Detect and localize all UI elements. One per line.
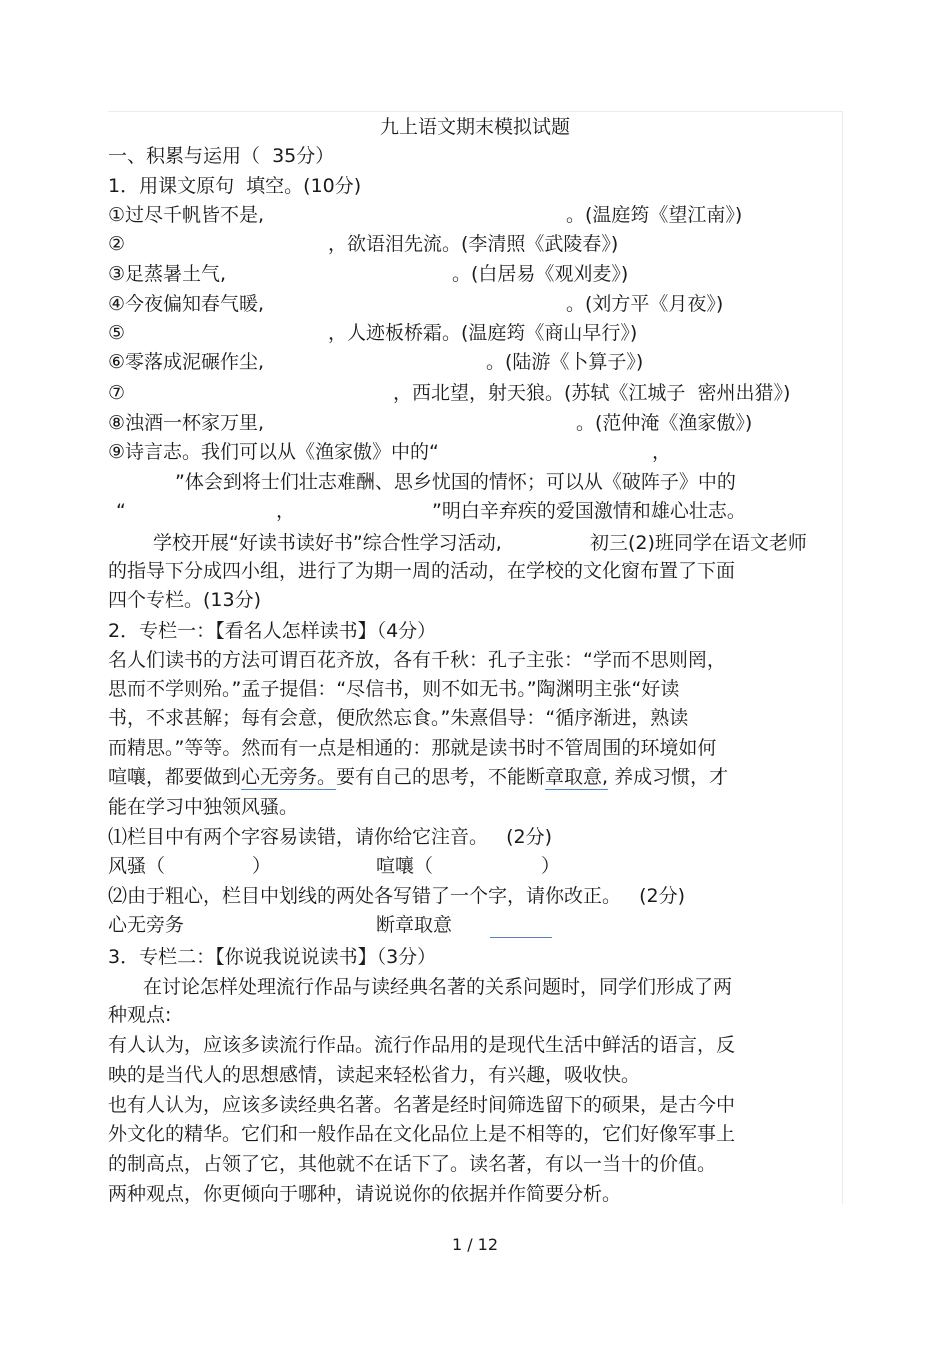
- question-3-header: 3．专栏二：【你说我说说读书】（3分）: [108, 946, 437, 968]
- q2-paragraph-line: 能在学习中独领风骚。: [108, 796, 299, 818]
- q1-item-5-prompt: ⑤: [108, 322, 126, 344]
- document-title: 九上语文期末模拟试题: [379, 116, 570, 138]
- q1-item-7-prompt: ⑦: [108, 382, 126, 404]
- q2-paragraph-line: 名人们读书的方法可谓百花齐放，各有千秋：孔子主张：“学而不思则罔，: [108, 649, 726, 671]
- q2-paragraph-line: [108, 764, 728, 790]
- q1-item-1-source: 。(温庭筠《望江南》): [566, 204, 743, 226]
- q1-item-7-source: ，西北望，射天狼。(苏轼《江城子 密州出猎》): [393, 382, 791, 404]
- q3-text-line: 映的是当代人的思想感情，读起来轻松省力，有兴趣，吸收快。: [108, 1064, 641, 1086]
- q3-text-line: 也有人认为，应该多读经典名著。名著是经时间筛选留下的硕果，是古今中: [108, 1094, 736, 1116]
- intro-line-2: 的指导下分成四小组，进行了为期一周的活动，在学校的文化窗布置了下面: [108, 560, 736, 582]
- q1-item-4-source: 。(刘方平《月夜》): [566, 293, 724, 315]
- q3-text-line: 种观点:: [108, 1004, 172, 1026]
- q1-item-9-line3-open: “: [116, 500, 126, 522]
- q1-item-3-prompt: ③足蒸暑土气,: [108, 263, 227, 285]
- q2-sub-question-1: ⑴栏目中有两个字容易读错，请你给它注音。 (2分): [108, 826, 553, 848]
- q1-item-4-prompt: ④今夜偏知春气暖,: [108, 293, 265, 315]
- q2-sub2-phrase-2: 断章取意: [376, 914, 453, 936]
- q1-item-5-source: ，人迹板桥霜。(温庭筠《商山早行》): [328, 322, 638, 344]
- intro-line-1: 学校开展“好读书读好书”综合性学习活动,: [153, 532, 502, 554]
- q1-item-9-line1-comma: ，: [652, 441, 672, 463]
- text-segment: 要有自己的思考，不能断: [336, 766, 546, 788]
- underlined-phrase-1: 心无旁务。: [241, 766, 337, 788]
- q1-item-8-source: 。(范仲淹《渔家傲》): [576, 412, 753, 434]
- q1-item-9-line2: ”体会到将士们壮志难酬、思乡忧国的情怀；可以从《破阵子》中的: [175, 471, 736, 493]
- q1-item-9-line1: ⑨诗言志。我们可以从《渔家傲》中的“: [108, 441, 439, 463]
- page-number: 1 / 12: [451, 1235, 499, 1254]
- intro-line-1-end: 初三(2)班同学在语文老师: [590, 532, 807, 554]
- q3-text-line: 的制高点，占领了它，其他就不在话下了。读名著，有以一当十的价值。: [108, 1153, 717, 1175]
- q3-text-line: 外文化的精华。它们和一般作品在文化品位上是不相等的，它们好像军事上: [108, 1123, 736, 1145]
- q1-item-1-prompt: ①过尽千帆皆不是,: [108, 204, 265, 226]
- answer-blank-line: [490, 937, 552, 938]
- q3-text-line: 有人认为，应该多读流行作品。流行作品用的是现代生活中鲜活的语言，反: [108, 1034, 736, 1056]
- q1-item-3-source: 。(白居易《观刈麦》): [452, 263, 629, 285]
- question-1-header: 1．用课文原句 填空。(10分): [108, 175, 362, 197]
- q2-sub1-close-1: ）: [252, 855, 272, 877]
- q1-item-6-source: 。(陆游《卜算子》): [486, 351, 644, 373]
- underlined-phrase-2: 章取意,: [545, 766, 609, 788]
- q2-sub2-phrase-1: 心无旁务: [108, 914, 185, 936]
- q2-sub1-word-2: 喧嚷（: [376, 855, 434, 877]
- q2-sub-question-2: ⑵由于粗心，栏目中划线的两处各写错了一个字，请你改正。 (2分): [108, 885, 686, 907]
- q3-text-line: 两种观点，你更倾向于哪种，请说说你的依据并作简要分析。: [108, 1183, 622, 1205]
- q1-item-2-source: ，欲语泪先流。(李清照《武陵春》): [328, 233, 619, 255]
- q2-sub1-close-2: ）: [541, 855, 561, 877]
- q3-text-line: 在讨论怎样处理流行作品与读经典名著的关系问题时，同学们形成了两: [143, 976, 733, 998]
- intro-line-3: 四个专栏。(13分): [108, 589, 262, 611]
- q1-item-6-prompt: ⑥零落成泥碾作尘,: [108, 351, 265, 373]
- q2-paragraph-line: 而精思。”等等。然而有一点是相通的：那就是读书时不管周围的环境如何: [108, 737, 717, 759]
- q2-paragraph-line: 书，不求甚解；每有会意，便欣然忘食。”朱熹倡导：“循序渐进，熟读: [108, 707, 689, 729]
- q1-item-2-prompt: ②: [108, 233, 126, 255]
- q2-paragraph-line: 思而不学则殆。”孟子提倡：“尽信书，则不如无书。”陶渊明主张“好读: [108, 678, 680, 700]
- q2-sub1-word-1: 风骚（: [108, 855, 166, 877]
- q1-item-8-prompt: ⑧浊酒一杯家万里,: [108, 412, 265, 434]
- q1-item-9-line3-comma: ，: [276, 500, 296, 522]
- text-segment: 养成习惯，才: [608, 766, 729, 788]
- q1-item-9-line3: ”明白辛弃疾的爱国激情和雄心壮志。: [432, 500, 746, 522]
- question-2-header: 2．专栏一：【看名人怎样读书】（4分）: [108, 620, 437, 642]
- section-heading: 一、积累与运用（ 35分）: [108, 145, 335, 167]
- text-segment: 喧嚷，都要做到: [108, 766, 242, 788]
